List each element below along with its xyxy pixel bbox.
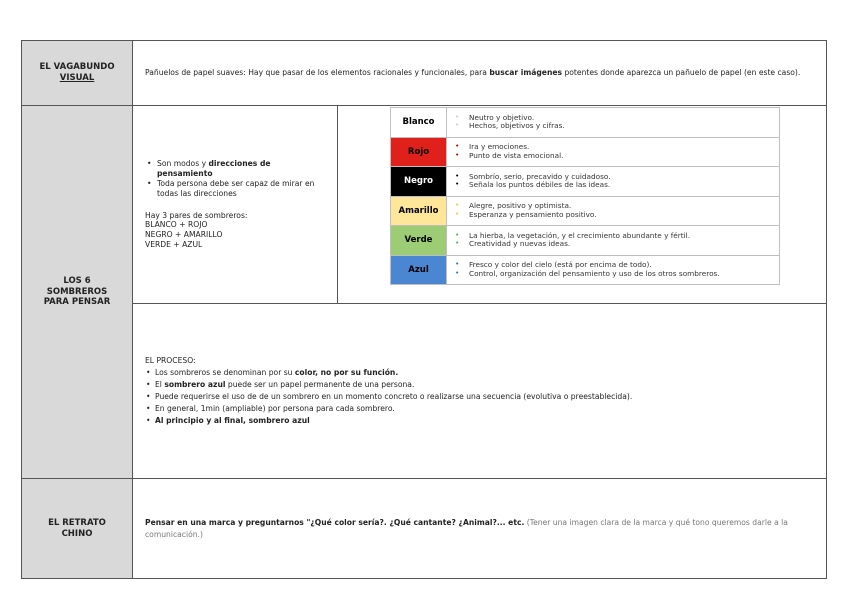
content-proceso — [133, 304, 827, 479]
pair-3: VERDE + AZUL — [145, 240, 203, 250]
hat-row — [391, 167, 780, 197]
hat-description-line1: • Ira y emociones. — [455, 143, 779, 152]
label-sombreros-line2: SOMBREROS — [46, 286, 108, 297]
proceso-bullet-2 — [145, 379, 814, 391]
content-retrato — [133, 479, 827, 579]
hat-row — [391, 137, 780, 167]
row-proceso — [22, 304, 827, 479]
hat-description — [447, 167, 780, 197]
proceso-b1-bold: color, no por su función. — [294, 367, 399, 377]
hat-description — [447, 108, 780, 138]
row-retrato — [22, 479, 827, 579]
label-vagabundo-line1: EL VAGABUNDO — [39, 62, 115, 73]
hat-row — [391, 255, 780, 285]
hat-description-line2: • Hechos, objetivos y cifras. — [455, 122, 779, 131]
hat-name: Verde — [391, 226, 447, 256]
pairs-intro: Hay 3 pares de sombreros: — [145, 210, 248, 220]
pair-1: BLANCO + ROJO — [145, 220, 208, 230]
label-vagabundo — [22, 41, 133, 106]
hat-name: Amarillo — [391, 196, 447, 226]
hat-description-line2: • Señala los puntos débiles de las ideas. — [455, 181, 779, 190]
proceso-bullet-1 — [145, 367, 814, 379]
proceso-bullet-3: • Puede requerirse el uso de de un sombrero en un momento concreto o realizarse una secuencia (evolutiva o preestablecida). — [145, 391, 814, 403]
label-sombreros-line3: PARA PENSAR — [43, 297, 111, 308]
pair-2: NEGRO + AMARILLO — [145, 230, 223, 240]
sombreros-bullet-1-bold: direcciones de pensamiento — [157, 159, 271, 178]
sombreros-intro — [133, 106, 338, 303]
content-sombreros — [133, 106, 827, 304]
retrato-text-grey: (Tener una imagen clara de la marca y qué tono queremos darle a la comunicación.) — [145, 517, 788, 539]
hat-description-line1: • Neutro y objetivo. — [455, 114, 779, 123]
hats-table — [390, 107, 780, 285]
sombreros-bullet-1-pre: Son modos y — [157, 159, 209, 169]
hat-description — [447, 137, 780, 167]
hat-row — [391, 108, 780, 138]
vagabundo-text-bold: buscar imágenes — [489, 68, 563, 78]
hat-row — [391, 196, 780, 226]
hat-description-line1: • Alegre, positivo y optimista. — [455, 202, 779, 211]
proceso-title: EL PROCESO: — [145, 355, 196, 365]
hat-name: Rojo — [391, 137, 447, 167]
proceso-b2-bold: sombrero azul — [164, 379, 226, 389]
proceso-b1-pre: Los sombreros se denominan por su — [155, 367, 295, 377]
row-sombreros — [22, 106, 827, 304]
hat-description — [447, 196, 780, 226]
hat-description-line2: • Control, organización del pensamiento y uso de los otros sombreros. — [455, 270, 779, 279]
hat-description-line1: • Fresco y color del cielo (está por encima de todo). — [455, 261, 779, 270]
hat-row — [391, 226, 780, 256]
retrato-text-bold: Pensar en una marca y preguntarnos "¿Qué color sería?. ¿Qué cantante? ¿Animal?... etc. — [145, 517, 525, 527]
content-vagabundo — [133, 41, 827, 106]
label-vagabundo-line2: VISUAL — [59, 73, 95, 83]
hat-description-line2: • Punto de vista emocional. — [455, 152, 779, 161]
label-sombreros-line1: LOS 6 — [63, 276, 91, 287]
techniques-table — [21, 40, 827, 579]
proceso-b2-post: puede ser un papel permanente de una persona. — [225, 379, 415, 389]
hat-name: Blanco — [391, 108, 447, 138]
hat-description-line1: • La hierba, la vegetación, y el crecimiento abundante y fértil. — [455, 232, 779, 241]
label-sombreros — [22, 106, 133, 479]
label-retrato-line2: CHINO — [61, 528, 93, 539]
label-retrato — [22, 479, 133, 579]
hat-name: Negro — [391, 167, 447, 197]
hat-description-line2: • Creatividad y nuevas ideas. — [455, 240, 779, 249]
vagabundo-text-pre: Pañuelos de papel suaves: Hay que pasar de los elementos racionales y funcionales, para — [145, 68, 490, 78]
hat-description — [447, 255, 780, 285]
hat-description-line2: • Esperanza y pensamiento positivo. — [455, 211, 779, 220]
hat-name: Azul — [391, 255, 447, 285]
sombreros-bullet-2: • Toda persona debe ser capaz de mirar en todas las direcciones — [145, 179, 325, 199]
proceso-b2-pre: El — [155, 379, 165, 389]
proceso-bullet-4: • En general, 1min (ampliable) por persona para cada sombrero. — [145, 403, 814, 415]
hat-description — [447, 226, 780, 256]
proceso-b5-bold: Al principio y al final, sombrero azul — [155, 416, 310, 426]
vagabundo-text-post: potentes donde aparezca un pañuelo de papel (en este caso). — [562, 68, 801, 78]
hat-description-line1: • Sombrío, serio, precavido y cuidadoso. — [455, 173, 779, 182]
proceso-bullet-5 — [145, 415, 814, 427]
hats-panel — [338, 106, 826, 303]
label-retrato-line1: EL RETRATO — [48, 517, 106, 528]
row-vagabundo — [22, 41, 827, 106]
sombreros-bullet-1 — [145, 159, 325, 179]
